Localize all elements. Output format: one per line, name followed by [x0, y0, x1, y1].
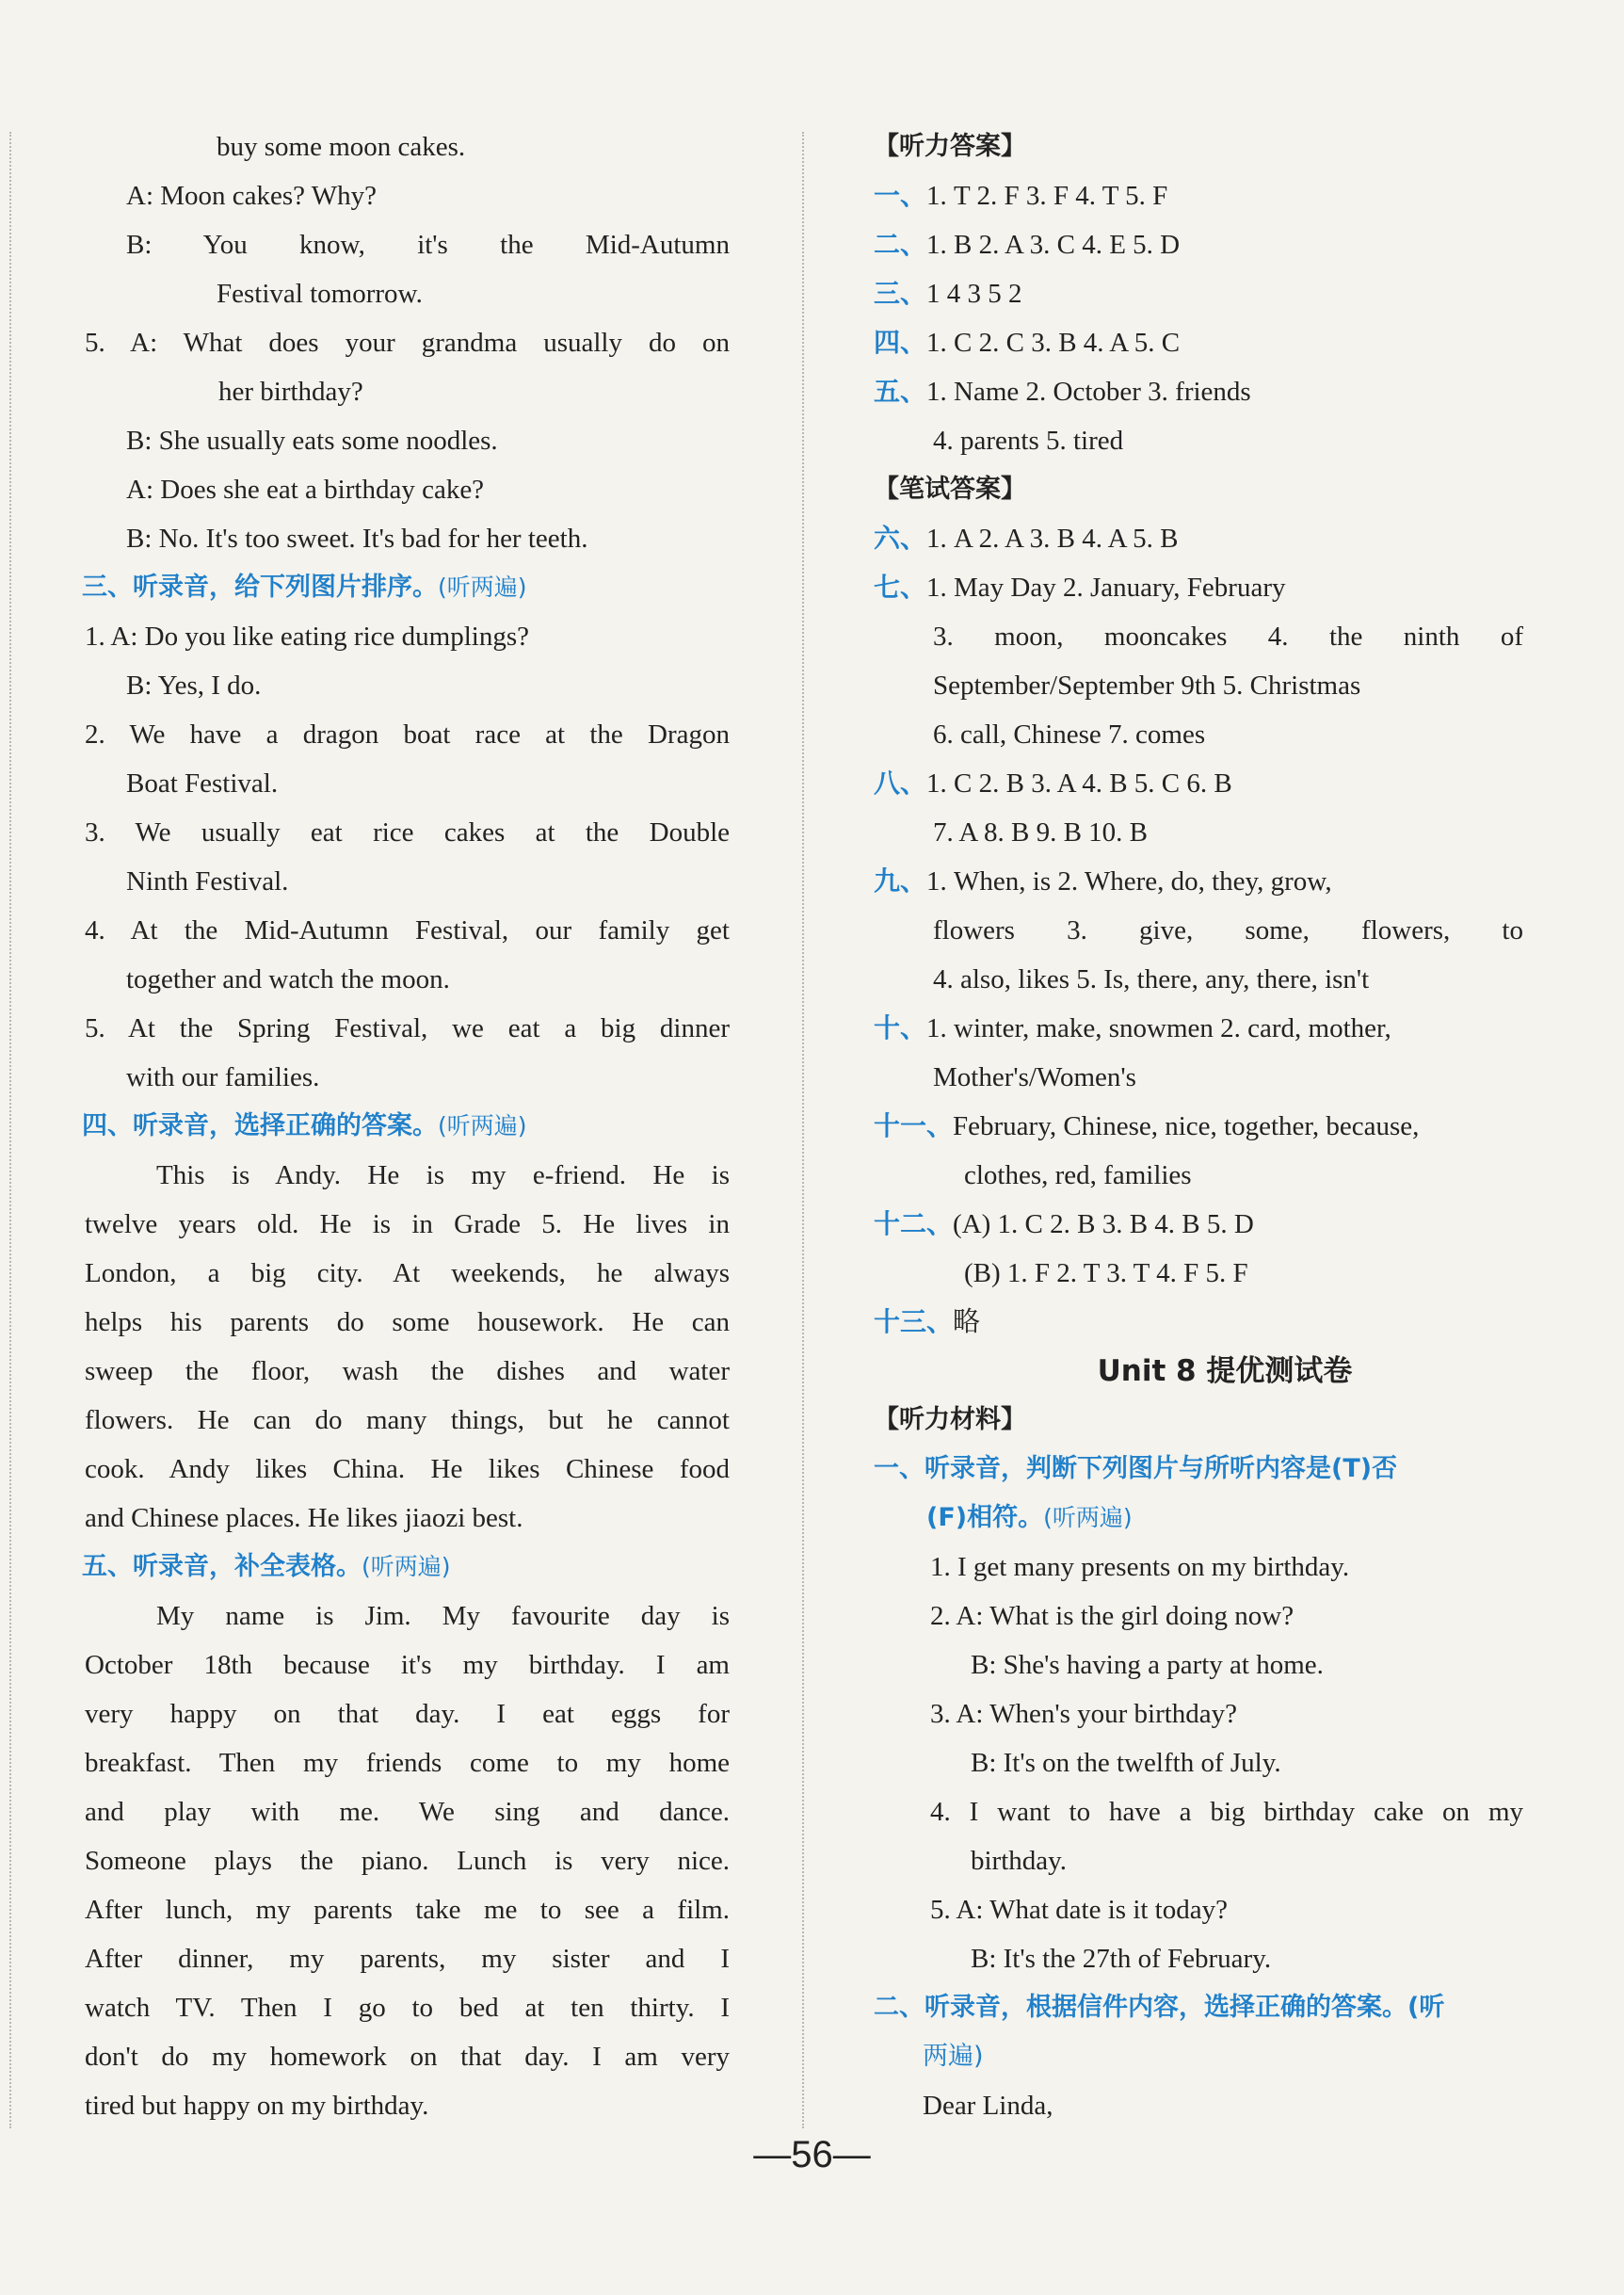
- dialogue-line: B: You know, it's the Mid-Autumn: [126, 230, 730, 260]
- answer-row-text: 1. T 2. F 3. F 4. T 5. F: [926, 181, 1168, 211]
- passage-line: London, a big city. At weekends, he always: [85, 1258, 730, 1288]
- listening-answers-label: 【听力答案】: [874, 132, 1026, 161]
- answer-row: [874, 1200, 1523, 1249]
- section-1-heading: 一、听录音，判断下列图片与所听内容是(T)否: [874, 1454, 1398, 1483]
- answer-row-label: 十一、: [874, 1110, 954, 1141]
- answer-row: [874, 612, 1523, 661]
- answer-row-label: 六、: [874, 523, 927, 554]
- material-item: B: It's on the twelfth of July.: [971, 1748, 1281, 1778]
- section-3-item: 1. A: Do you like eating rice dumplings?: [85, 622, 529, 652]
- passage-line: breakfast. Then my friends come to my home: [85, 1748, 730, 1778]
- answer-row-text: flowers 3. give, some, flowers, to: [933, 915, 1523, 945]
- answer-row: [874, 563, 1523, 612]
- question-5-line: B: She usually eats some noodles.: [126, 426, 498, 456]
- material-item: 4. I want to have a big birthday cake on my: [930, 1797, 1523, 1827]
- section-1-heading-text: (F)相符。: [926, 1503, 1044, 1532]
- passage-line: and play with me. We sing and dance.: [85, 1797, 730, 1827]
- question-5-line: her birthday?: [218, 377, 363, 407]
- letter-greeting: Dear Linda,: [923, 2091, 1053, 2121]
- section-5-heading-text: 五、听录音，补全表格。: [82, 1552, 362, 1581]
- answer-row-label: 三、: [874, 278, 927, 309]
- section-3-item: with our families.: [126, 1062, 320, 1092]
- section-3-item: Ninth Festival.: [126, 866, 289, 897]
- section-2-heading-cont: 两遍): [923, 2042, 984, 2071]
- section-5-heading: [82, 1543, 730, 1592]
- dialogue-line: Festival tomorrow.: [217, 279, 423, 309]
- answer-row-text: 1. A 2. A 3. B 4. A 5. B: [926, 524, 1179, 554]
- answer-row-label: 一、: [874, 180, 927, 211]
- passage-line: My name is Jim. My favourite day is: [156, 1601, 730, 1631]
- answer-row-text: 1. B 2. A 3. C 4. E 5. D: [926, 230, 1181, 260]
- section-3-item: Boat Festival.: [126, 768, 279, 799]
- section-4-note: (听两遍): [438, 1112, 527, 1139]
- answer-row-text: clothes, red, families: [964, 1160, 1192, 1190]
- passage-line: cook. Andy likes China. He likes Chinese food: [85, 1454, 730, 1484]
- material-item: birthday.: [971, 1846, 1068, 1876]
- answer-row-text: 1. May Day 2. January, February: [926, 573, 1286, 603]
- answer-row: [874, 367, 1523, 416]
- passage-line: This is Andy. He is my e-friend. He is: [156, 1160, 730, 1190]
- answer-row: [874, 171, 1523, 220]
- answer-row: [874, 906, 1523, 955]
- answer-row-label: 七、: [874, 572, 927, 603]
- listening-material-label: 【听力材料】: [874, 1405, 1026, 1434]
- question-5-line: B: No. It's too sweet. It's bad for her teeth.: [126, 524, 588, 554]
- answer-row-label: 四、: [874, 327, 927, 358]
- material-item: B: It's the 27th of February.: [971, 1944, 1272, 1974]
- page-number: —56—: [753, 2134, 871, 2175]
- passage-line: flowers. He can do many things, but he cannot: [85, 1405, 730, 1435]
- passage-line: October 18th because it's my birthday. I am: [85, 1650, 730, 1680]
- passage-line: very happy on that day. I eat eggs for: [85, 1699, 730, 1729]
- left-column: [82, 122, 730, 2130]
- section-3-item: together and watch the moon.: [126, 964, 450, 994]
- section-1-note: (听两遍): [1043, 1504, 1133, 1531]
- answer-row-label: 八、: [874, 768, 927, 799]
- section-3-item: 5. At the Spring Festival, we eat a big dinner: [85, 1013, 730, 1043]
- answer-row-text: (A) 1. C 2. B 3. B 4. B 5. D: [953, 1209, 1254, 1239]
- answer-row-text: February, Chinese, nice, together, because,: [953, 1111, 1420, 1141]
- passage-line: Someone plays the piano. Lunch is very nice.: [85, 1846, 730, 1876]
- answer-row: [874, 1053, 1523, 1102]
- question-5-line: A: Does she eat a birthday cake?: [126, 475, 485, 505]
- answer-row-text: 1. C 2. C 3. B 4. A 5. C: [926, 328, 1181, 358]
- left-margin-rule: [9, 132, 11, 2128]
- answer-row-text: 6. call, Chinese 7. comes: [933, 719, 1206, 750]
- passage-line: don't do my homework on that day. I am very: [85, 2042, 730, 2072]
- answer-row-text: (B) 1. F 2. T 3. T 4. F 5. F: [964, 1258, 1248, 1288]
- answer-row: [874, 1102, 1523, 1151]
- answer-row: [874, 710, 1523, 759]
- answer-row: [874, 1249, 1523, 1298]
- answer-row: [874, 759, 1523, 808]
- material-item: 2. A: What is the girl doing now?: [930, 1601, 1294, 1631]
- passage-line: After dinner, my parents, my sister and I: [85, 1944, 730, 1974]
- passage-line: After lunch, my parents take me to see a film.: [85, 1895, 730, 1925]
- answer-row: [874, 661, 1523, 710]
- answer-row-text: 3. moon, mooncakes 4. the ninth of: [933, 622, 1523, 652]
- answer-row: [874, 220, 1523, 269]
- section-4-heading-text: 四、听录音，选择正确的答案。: [82, 1111, 438, 1140]
- passage-line: twelve years old. He is in Grade 5. He lives in: [85, 1209, 730, 1239]
- answer-row: [874, 1298, 1523, 1347]
- section-5-note: (听两遍): [362, 1553, 451, 1580]
- section-3-item: 2. We have a dragon boat race at the Dragon: [85, 719, 730, 750]
- section-3-note: (听两遍): [438, 574, 527, 601]
- answer-row: [874, 955, 1523, 1004]
- answer-row-label: 十、: [874, 1012, 927, 1043]
- material-item: 1. I get many presents on my birthday.: [930, 1552, 1350, 1582]
- passage-line: helps his parents do some housework. He can: [85, 1307, 730, 1337]
- answer-row: [874, 808, 1523, 857]
- answer-row-text: 1. Name 2. October 3. friends: [926, 377, 1251, 407]
- answer-row: [874, 857, 1523, 906]
- answer-row-text: September/September 9th 5. Christmas: [933, 671, 1361, 701]
- answer-row-text: 略: [953, 1307, 981, 1337]
- material-item: 3. A: When's your birthday?: [930, 1699, 1238, 1729]
- answer-row: [874, 416, 1523, 465]
- answer-row-text: 4. also, likes 5. Is, there, any, there, isn't: [933, 964, 1370, 994]
- answer-row-text: 1. C 2. B 3. A 4. B 5. C 6. B: [926, 768, 1232, 799]
- answer-row-label: 十三、: [874, 1306, 954, 1337]
- material-item: B: She's having a party at home.: [971, 1650, 1324, 1680]
- section-4-heading: [82, 1102, 730, 1151]
- section-2-heading: 二、听录音，根据信件内容，选择正确的答案。(听: [874, 1993, 1445, 2022]
- dialogue-line: A: Moon cakes? Why?: [126, 181, 378, 211]
- section-3-item: 3. We usually eat rice cakes at the Double: [85, 817, 730, 848]
- section-3-item: 4. At the Mid-Autumn Festival, our family get: [85, 915, 730, 945]
- answer-row-text: 4. parents 5. tired: [933, 426, 1124, 456]
- passage-line: sweep the floor, wash the dishes and water: [85, 1356, 730, 1386]
- question-5-line: 5. A: What does your grandma usually do on: [85, 328, 730, 358]
- answer-row: [874, 514, 1523, 563]
- unit-title: Unit 8 提优测试卷: [1097, 1354, 1353, 1388]
- passage-line: and Chinese places. He likes jiaozi best.: [85, 1503, 523, 1533]
- section-3-heading: [82, 563, 730, 612]
- column-divider: [802, 132, 804, 2128]
- answer-row: [874, 1151, 1523, 1200]
- answer-row-text: 1 4 3 5 2: [926, 279, 1022, 309]
- answer-row: [874, 269, 1523, 318]
- right-column: [874, 122, 1523, 2130]
- passage-line: watch TV. Then I go to bed at ten thirty. I: [85, 1993, 730, 2023]
- answer-row-text: 7. A 8. B 9. B 10. B: [933, 817, 1149, 848]
- answer-row-text: Mother's/Women's: [933, 1062, 1136, 1092]
- dialogue-line: buy some moon cakes.: [217, 132, 466, 162]
- answer-row: [874, 1004, 1523, 1053]
- answer-row-label: 十二、: [874, 1208, 954, 1239]
- answer-row-label: 二、: [874, 229, 927, 260]
- answer-row: [874, 318, 1523, 367]
- section-1-heading-cont: [874, 1494, 1523, 1543]
- passage-line: tired but happy on my birthday.: [85, 2091, 429, 2121]
- section-3-item: B: Yes, I do.: [126, 671, 262, 701]
- written-answers-label: 【笔试答案】: [874, 475, 1026, 504]
- answer-row-label: 五、: [874, 376, 927, 407]
- answer-row-label: 九、: [874, 865, 927, 897]
- section-3-heading-text: 三、听录音，给下列图片排序。: [82, 573, 438, 602]
- material-item: 5. A: What date is it today?: [930, 1895, 1228, 1925]
- answer-row-text: 1. When, is 2. Where, do, they, grow,: [926, 866, 1332, 897]
- answer-row-text: 1. winter, make, snowmen 2. card, mother,: [926, 1013, 1391, 1043]
